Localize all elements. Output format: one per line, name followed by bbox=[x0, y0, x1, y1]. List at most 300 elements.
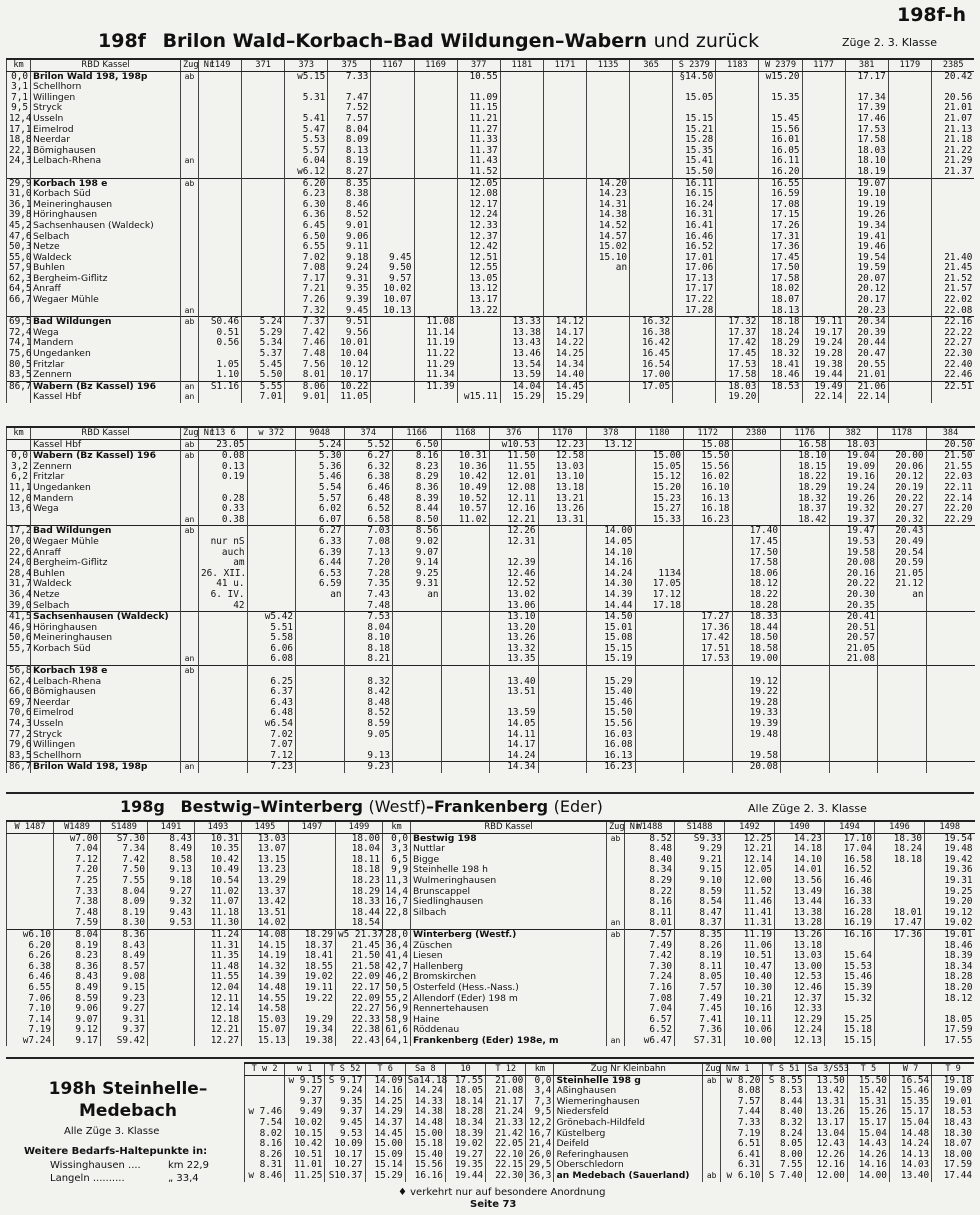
departure-time: 15.35 bbox=[673, 146, 716, 157]
departure-time bbox=[245, 1086, 285, 1097]
departure-time: am bbox=[199, 558, 248, 569]
departure-time: 6.55 bbox=[7, 983, 54, 994]
departure-time: 13.07 bbox=[242, 844, 289, 855]
departure-time: 13.06 bbox=[490, 601, 539, 612]
departure-time bbox=[242, 284, 285, 295]
departure-time: 15.10 bbox=[586, 253, 629, 264]
departure-time: 17.50 bbox=[732, 548, 781, 559]
departure-time: 13.43 bbox=[500, 338, 543, 349]
departure-time: 7.32 bbox=[285, 306, 328, 317]
departure-time: 6.07 bbox=[296, 515, 345, 526]
departure-time bbox=[888, 167, 931, 178]
departure-time: 1.10 bbox=[199, 370, 242, 381]
departure-time: 15.53 bbox=[825, 962, 875, 973]
departure-time: 12.25 bbox=[725, 833, 775, 844]
departure-time bbox=[371, 103, 414, 114]
departure-time: 15.14 bbox=[365, 1160, 405, 1171]
departure-time bbox=[371, 221, 414, 232]
departure-time bbox=[829, 687, 878, 698]
departure-time bbox=[371, 232, 414, 243]
departure-time: 8.46 bbox=[328, 200, 371, 211]
departure-time: 11.09 bbox=[457, 93, 500, 104]
arr-dep-flag bbox=[181, 569, 199, 580]
departure-time bbox=[457, 338, 500, 349]
departure-time: 0.38 bbox=[199, 515, 248, 526]
departure-time bbox=[344, 666, 393, 677]
departure-time bbox=[716, 189, 759, 200]
departure-time: 14.37 bbox=[365, 1118, 405, 1129]
departure-time: 16.54 bbox=[889, 1075, 931, 1086]
departure-time: w 9.15 bbox=[285, 1075, 325, 1086]
departure-time bbox=[926, 623, 975, 634]
departure-time bbox=[888, 263, 931, 274]
departure-time: 5.46 bbox=[296, 472, 345, 483]
departure-time: 13.46 bbox=[500, 349, 543, 360]
station-row bbox=[7, 579, 975, 590]
departure-time bbox=[635, 537, 684, 548]
departure-time: 19.49 bbox=[802, 381, 845, 392]
departure-time: 13.10 bbox=[490, 612, 539, 623]
departure-time: 21.01 bbox=[931, 103, 974, 114]
departure-time: 8.36 bbox=[101, 929, 148, 940]
arr-dep-flag bbox=[703, 1160, 721, 1171]
km-value: 0,0 bbox=[526, 1075, 554, 1086]
departure-time bbox=[500, 146, 543, 157]
departure-time: 12.17 bbox=[457, 200, 500, 211]
extra-stops-heading: Weitere Bedarfs-Haltepunkte in: bbox=[24, 1146, 208, 1157]
departure-time: 15.29 bbox=[543, 392, 586, 403]
station-name: Rennertehausen bbox=[411, 1004, 607, 1015]
departure-time: 17.59 bbox=[932, 1160, 974, 1171]
departure-time bbox=[586, 156, 629, 167]
departure-time: 12.24 bbox=[775, 1025, 825, 1036]
arr-dep-flag bbox=[607, 983, 625, 994]
departure-time: 15.40 bbox=[405, 1150, 445, 1161]
departure-time: 13.28 bbox=[775, 918, 825, 929]
departure-time: 7.35 bbox=[344, 579, 393, 590]
departure-time: 20.00 bbox=[878, 451, 927, 462]
departure-time bbox=[500, 135, 543, 146]
departure-time: 16.13 bbox=[684, 494, 733, 505]
departure-time: 17.06 bbox=[673, 263, 716, 274]
departure-time: 22.46 bbox=[931, 370, 974, 381]
arr-dep-flag bbox=[181, 472, 199, 483]
departure-time bbox=[441, 666, 490, 677]
section-number: 198f bbox=[98, 30, 146, 52]
section-number: 198h bbox=[48, 1079, 97, 1099]
station-row bbox=[7, 504, 975, 515]
departure-time: 14.48 bbox=[405, 1118, 445, 1129]
departure-time bbox=[586, 103, 629, 114]
departure-time: 18.19 bbox=[845, 167, 888, 178]
departure-time bbox=[878, 708, 927, 719]
departure-time: 10.31 bbox=[195, 833, 242, 844]
departure-time: 8.30 bbox=[101, 918, 148, 929]
departure-time: 12.46 bbox=[490, 569, 539, 580]
departure-time bbox=[7, 897, 54, 908]
departure-time: 18.30 bbox=[875, 833, 925, 844]
departure-time: 14.02 bbox=[242, 918, 289, 929]
train-number: W1489 bbox=[54, 821, 101, 833]
departure-time: w6.47 bbox=[625, 1036, 675, 1047]
arr-dep-flag bbox=[181, 338, 199, 349]
departure-time: 14.17 bbox=[490, 740, 539, 751]
departure-time bbox=[414, 200, 457, 211]
departure-time bbox=[781, 644, 830, 655]
departure-time bbox=[543, 125, 586, 136]
train-number: 1497 bbox=[289, 821, 336, 833]
departure-time: 16.31 bbox=[673, 210, 716, 221]
departure-time bbox=[732, 472, 781, 483]
departure-time bbox=[500, 263, 543, 274]
departure-time: 7.57 bbox=[625, 929, 675, 940]
departure-time: 15.29 bbox=[587, 677, 636, 688]
departure-time: 18.04 bbox=[336, 844, 383, 855]
departure-time bbox=[829, 708, 878, 719]
km-value bbox=[7, 306, 31, 317]
departure-time bbox=[878, 654, 927, 665]
departure-time: 8.01 bbox=[625, 918, 675, 929]
departure-time: 9.17 bbox=[54, 1036, 101, 1047]
station-name: Ungedanken bbox=[31, 349, 181, 360]
departure-time: 22.33 bbox=[336, 1015, 383, 1026]
departure-time bbox=[199, 167, 242, 178]
departure-time bbox=[441, 623, 490, 634]
arr-dep-flag bbox=[181, 494, 199, 505]
departure-time: 8.02 bbox=[245, 1129, 285, 1140]
departure-time: 8.16 bbox=[625, 897, 675, 908]
departure-time: 6. IV. bbox=[199, 590, 248, 601]
departure-time bbox=[543, 156, 586, 167]
departure-time: 6.58 bbox=[344, 515, 393, 526]
departure-time: 7.42 bbox=[285, 328, 328, 339]
departure-time: 19.20 bbox=[925, 897, 975, 908]
station-row bbox=[7, 306, 975, 317]
departure-time: 6.38 bbox=[344, 472, 393, 483]
departure-time: 8.11 bbox=[675, 962, 725, 973]
departure-time: 16.23 bbox=[587, 762, 636, 773]
station-row bbox=[7, 730, 975, 741]
departure-time: 12.26 bbox=[490, 526, 539, 537]
departure-time: 21.17 bbox=[486, 1097, 526, 1108]
departure-time: 14.01 bbox=[775, 865, 825, 876]
km-value: 3,4 bbox=[526, 1086, 554, 1097]
arr-dep-flag bbox=[181, 284, 199, 295]
departure-time: 9.10 bbox=[675, 876, 725, 887]
station-name: Aßinghausen bbox=[554, 1086, 703, 1097]
station-name: Meineringhausen bbox=[31, 200, 181, 211]
departure-time: 20.27 bbox=[878, 504, 927, 515]
km-value: 55,7 bbox=[7, 644, 31, 655]
departure-time: 11.52 bbox=[457, 167, 500, 178]
departure-time: 7.37 bbox=[285, 317, 328, 328]
departure-time bbox=[635, 719, 684, 730]
departure-time: 17.34 bbox=[845, 93, 888, 104]
departure-time: 10.01 bbox=[328, 338, 371, 349]
departure-time bbox=[490, 666, 539, 677]
departure-time: 11.27 bbox=[457, 125, 500, 136]
departure-time bbox=[199, 698, 248, 709]
arr-dep-flag bbox=[181, 274, 199, 285]
station-name: Wega bbox=[31, 504, 181, 515]
departure-time bbox=[635, 740, 684, 751]
departure-time: 8.29 bbox=[393, 472, 442, 483]
departure-time bbox=[457, 360, 500, 371]
arr-dep-flag bbox=[181, 590, 199, 601]
departure-time bbox=[888, 306, 931, 317]
departure-time bbox=[635, 708, 684, 719]
station-name: Allendorf (Eder) 198 m bbox=[411, 994, 607, 1005]
departure-time: 8.04 bbox=[344, 623, 393, 634]
departure-time: 9.56 bbox=[328, 328, 371, 339]
departure-time: 11.33 bbox=[457, 135, 500, 146]
departure-time: 17.45 bbox=[759, 253, 802, 264]
station-name: Röddenau bbox=[411, 1025, 607, 1036]
departure-time: 20.39 bbox=[845, 328, 888, 339]
arr-dep-flag bbox=[181, 189, 199, 200]
departure-time bbox=[587, 494, 636, 505]
departure-time bbox=[781, 537, 830, 548]
km-value: 41,4 bbox=[383, 951, 411, 962]
departure-time bbox=[199, 200, 242, 211]
departure-time bbox=[716, 114, 759, 125]
km-value: 26,0 bbox=[526, 1150, 554, 1161]
column-label: RBD Kassel bbox=[31, 59, 181, 71]
departure-time: 7.38 bbox=[54, 897, 101, 908]
departure-time bbox=[199, 189, 242, 200]
station-name: Bigge bbox=[411, 855, 607, 866]
departure-time: 8.49 bbox=[54, 983, 101, 994]
departure-time: 13.10 bbox=[538, 472, 587, 483]
train-number: 1168 bbox=[441, 427, 490, 439]
departure-time: 19.26 bbox=[829, 494, 878, 505]
departure-time bbox=[441, 633, 490, 644]
departure-time bbox=[888, 135, 931, 146]
departure-time: 20.07 bbox=[845, 274, 888, 285]
station-name: Netze bbox=[31, 590, 181, 601]
station-row bbox=[245, 1118, 975, 1129]
station-name: Lelbach-Rhena bbox=[31, 677, 181, 688]
departure-time: 15.31 bbox=[847, 1097, 889, 1108]
departure-time bbox=[414, 274, 457, 285]
departure-time: 7.44 bbox=[721, 1107, 763, 1118]
departure-time: 15.27 bbox=[635, 504, 684, 515]
km-value: 55,0 bbox=[7, 253, 31, 264]
arr-dep-flag bbox=[607, 897, 625, 908]
departure-time: 14.00 bbox=[847, 1171, 889, 1182]
departure-time: 13.02 bbox=[490, 590, 539, 601]
departure-time bbox=[732, 462, 781, 473]
departure-time: 13.03 bbox=[538, 462, 587, 473]
departure-time bbox=[716, 135, 759, 146]
departure-time: 17.27 bbox=[684, 612, 733, 623]
departure-time: 16.10 bbox=[684, 483, 733, 494]
km-value: 11,3 bbox=[383, 876, 411, 887]
departure-time: 14.29 bbox=[365, 1107, 405, 1118]
km-value: 62,3 bbox=[7, 274, 31, 285]
departure-time: 11.25 bbox=[285, 1171, 325, 1182]
page-number: Seite 73 bbox=[470, 1199, 517, 1210]
departure-time: 20.08 bbox=[732, 762, 781, 773]
arr-dep-flag bbox=[181, 719, 199, 730]
departure-time: 0.19 bbox=[199, 472, 248, 483]
departure-time: Sa14.18 bbox=[405, 1075, 445, 1086]
departure-time bbox=[199, 232, 242, 243]
departure-time: 15.26 bbox=[847, 1107, 889, 1118]
departure-time bbox=[199, 730, 248, 741]
departure-time bbox=[878, 751, 927, 762]
departure-time bbox=[587, 504, 636, 515]
departure-time bbox=[296, 708, 345, 719]
departure-time: 16.18 bbox=[684, 504, 733, 515]
arr-dep-flag: an bbox=[181, 306, 199, 317]
departure-time: 7.26 bbox=[285, 295, 328, 306]
km-value: 62,4 bbox=[7, 677, 31, 688]
departure-time: 8.58 bbox=[148, 855, 195, 866]
train-number: 376 bbox=[490, 427, 539, 439]
departure-time bbox=[926, 526, 975, 537]
departure-time: 17.32 bbox=[716, 317, 759, 328]
departure-time bbox=[543, 189, 586, 200]
departure-time: 14.45 bbox=[543, 381, 586, 392]
departure-time: 15.23 bbox=[635, 494, 684, 505]
departure-time: 8.43 bbox=[101, 941, 148, 952]
departure-time: 17.58 bbox=[845, 135, 888, 146]
departure-time bbox=[926, 548, 975, 559]
station-name: Korbach Süd bbox=[31, 644, 181, 655]
departure-time: 17.17 bbox=[845, 71, 888, 82]
departure-time: 13.40 bbox=[490, 677, 539, 688]
station-row bbox=[7, 569, 975, 580]
departure-time bbox=[781, 590, 830, 601]
departure-time: 16.42 bbox=[630, 338, 673, 349]
departure-time: 16.55 bbox=[759, 178, 802, 189]
departure-time: 14.04 bbox=[500, 381, 543, 392]
km-value: 3,2 bbox=[7, 462, 31, 473]
departure-time bbox=[7, 876, 54, 887]
departure-time: 18.29 bbox=[759, 338, 802, 349]
departure-time: 13.26 bbox=[538, 504, 587, 515]
station-name: Fritzlar bbox=[31, 472, 181, 483]
departure-time: 5.24 bbox=[242, 317, 285, 328]
departure-time: 15.64 bbox=[825, 951, 875, 962]
departure-time bbox=[289, 908, 336, 919]
departure-time: 5.37 bbox=[242, 349, 285, 360]
departure-time: 14.30 bbox=[587, 579, 636, 590]
departure-time: 9.13 bbox=[344, 751, 393, 762]
departure-time bbox=[878, 698, 927, 709]
departure-time bbox=[247, 537, 296, 548]
departure-time bbox=[199, 306, 242, 317]
departure-time bbox=[441, 719, 490, 730]
departure-time: 9.06 bbox=[54, 1004, 101, 1015]
departure-time bbox=[875, 951, 925, 962]
departure-time: 18.07 bbox=[932, 1139, 974, 1150]
departure-time: 17.55 bbox=[925, 1036, 975, 1047]
station-row bbox=[7, 601, 975, 612]
departure-time: 17.12 bbox=[635, 590, 684, 601]
departure-time: 10.17 bbox=[325, 1150, 365, 1161]
departure-time: 8.19 bbox=[101, 908, 148, 919]
departure-time bbox=[371, 392, 414, 403]
departure-time: 15.46 bbox=[587, 698, 636, 709]
departure-time: 14.05 bbox=[490, 719, 539, 730]
km-value: 64,1 bbox=[383, 1036, 411, 1047]
departure-time bbox=[875, 865, 925, 876]
departure-time bbox=[586, 125, 629, 136]
arr-dep-flag bbox=[181, 210, 199, 221]
departure-time: 7.33 bbox=[328, 71, 371, 82]
departure-time bbox=[732, 451, 781, 462]
km-value bbox=[7, 515, 31, 526]
arr-dep-flag: ab bbox=[181, 526, 199, 537]
departure-time: 8.23 bbox=[54, 951, 101, 962]
station-row bbox=[7, 612, 975, 623]
departure-time: 7.24 bbox=[625, 972, 675, 983]
departure-time: 5.57 bbox=[285, 146, 328, 157]
departure-time: 6.44 bbox=[296, 558, 345, 569]
departure-time: w 6.10 bbox=[721, 1171, 763, 1182]
departure-time: 15.56 bbox=[684, 462, 733, 473]
departure-time bbox=[635, 687, 684, 698]
departure-time: 8.39 bbox=[393, 494, 442, 505]
departure-time: 13.35 bbox=[490, 654, 539, 665]
departure-time bbox=[296, 633, 345, 644]
departure-time: 7.57 bbox=[721, 1097, 763, 1108]
departure-time: 8.21 bbox=[344, 654, 393, 665]
departure-time bbox=[586, 338, 629, 349]
departure-time: 42 bbox=[199, 601, 248, 612]
departure-time bbox=[441, 677, 490, 688]
departure-time: 15.33 bbox=[635, 515, 684, 526]
departure-time: 17.53 bbox=[716, 360, 759, 371]
departure-time bbox=[414, 125, 457, 136]
departure-time bbox=[888, 103, 931, 114]
departure-time: 19.48 bbox=[925, 844, 975, 855]
departure-time: S9.42 bbox=[101, 1036, 148, 1047]
departure-time bbox=[543, 242, 586, 253]
departure-time bbox=[543, 135, 586, 146]
departure-time: 13.20 bbox=[490, 623, 539, 634]
station-name: Anraff bbox=[31, 284, 181, 295]
arr-dep-flag bbox=[181, 698, 199, 709]
station-name: Züschen bbox=[411, 941, 607, 952]
departure-time: 10.54 bbox=[195, 876, 242, 887]
station-row bbox=[7, 654, 975, 665]
departure-time bbox=[543, 263, 586, 274]
departure-time: S 7.40 bbox=[763, 1171, 805, 1182]
departure-time: 19.09 bbox=[932, 1086, 974, 1097]
departure-time: 18.18 bbox=[875, 855, 925, 866]
departure-time: 22.14 bbox=[845, 392, 888, 403]
departure-time: 6.25 bbox=[247, 677, 296, 688]
departure-time: 18.01 bbox=[875, 908, 925, 919]
departure-time: 13.12 bbox=[457, 284, 500, 295]
train-number: 1179 bbox=[888, 59, 931, 71]
station-row bbox=[7, 994, 975, 1005]
departure-time: 12.16 bbox=[490, 504, 539, 515]
departure-time: 8.26 bbox=[675, 941, 725, 952]
departure-time: 12.52 bbox=[490, 579, 539, 590]
departure-time: w 8.46 bbox=[245, 1171, 285, 1182]
station-row bbox=[7, 462, 975, 473]
departure-time: 17.18 bbox=[635, 601, 684, 612]
departure-time: an bbox=[393, 590, 442, 601]
departure-time: 19.18 bbox=[932, 1075, 974, 1086]
departure-time bbox=[538, 687, 587, 698]
departure-time: 9.13 bbox=[148, 865, 195, 876]
station-name: Haine bbox=[411, 1015, 607, 1026]
